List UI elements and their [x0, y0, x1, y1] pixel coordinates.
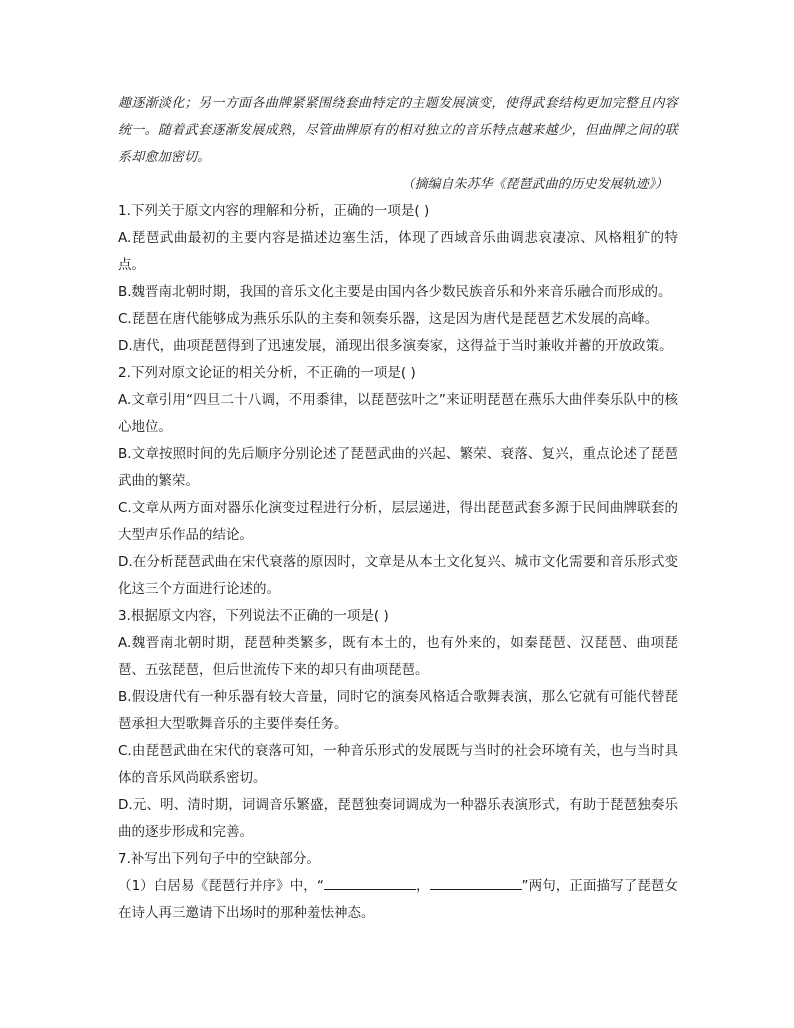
fill-in-item-1 [118, 873, 678, 927]
fill-in-prefix: （1）白居易《琵琶行并序》中，“ [118, 878, 324, 894]
fill-in-comma: ， [415, 878, 430, 894]
question-3 [118, 603, 678, 846]
option-b: B.魏晋南北朝时期，我国的音乐文化主要是由国内各少数民族音乐和外来音乐融合而形成的。 [118, 284, 672, 300]
question-7 [118, 846, 678, 927]
option-b: B.文章按照时间的先后顺序分别论述了琵琶武曲的兴起、繁荣、衰落、复兴，重点论述了琵琶武曲的繁荣。 [118, 446, 678, 489]
question-2 [118, 360, 678, 603]
option-d: D.唐代，曲项琵琶得到了迅速发展，涌现出很多演奏家，这得益于当时兼收并蓄的开放政策。 [118, 338, 673, 354]
option-c: C.由琵琶武曲在宋代的衰落可知，一种音乐形式的发展既与当时的社会环境有关，也与当时具体的音乐风尚联系密切。 [118, 743, 678, 786]
option-a: A.文章引用“四旦二十八调，不用黍律，以琵琶弦叶之”来证明琵琶在燕乐大曲伴奏乐队中的核心地位。 [118, 392, 678, 435]
question-stem: 3.根据原文内容，下列说法不正确的一项是( ) [118, 608, 389, 624]
answer-blank-2[interactable] [430, 875, 522, 890]
document-content [118, 90, 678, 927]
question-stem: 2.下列对原文论证的相关分析，不正确的一项是( ) [118, 365, 416, 381]
fill-in-suffix: ”两句，正面描写了琵琶女在诗人再三邀请下出场时的那种羞怯神态。 [118, 878, 678, 921]
citation: （摘编自朱苏华《琵琶武曲的历史发展轨迹》） [401, 177, 668, 192]
option-a: A.魏晋南北朝时期，琵琶种类繁多，既有本土的，也有外来的，如秦琵琶、汉琵琶、曲项琵琶、五弦琵琶，但后世流传下来的却只有曲项琵琶。 [118, 635, 678, 678]
question-stem: 7.补写出下列句子中的空缺部分。 [118, 851, 320, 867]
intro-paragraph: 趣逐渐淡化；另一方面各曲牌紧紧围绕套曲特定的主题发展演变，使得武套结构更加完整且内容统一。随着武套逐渐发展成熟，尽管曲牌原有的相对独立的音乐特点越来越少，但曲牌之间的联系却愈加密切。 [118, 96, 678, 165]
option-c: C.琵琶在唐代能够成为燕乐乐队的主奏和领奏乐器，这是因为唐代是琵琶艺术发展的高峰。 [118, 311, 659, 327]
option-d: D.在分析琵琶武曲在宋代衰落的原因时，文章是从本土文化复兴、城市文化需要和音乐形式变化这三个方面进行论述的。 [118, 554, 678, 597]
option-b: B.假设唐代有一种乐器有较大音量，同时它的演奏风格适合歌舞表演，那么它就有可能代替琵琶承担大型歌舞音乐的主要伴奏任务。 [118, 689, 678, 732]
option-c: C.文章从两方面对器乐化演变过程进行分析，层层递进，得出琵琶武套多源于民间曲牌联套的大型声乐作品的结论。 [118, 500, 678, 543]
option-a: A.琵琶武曲最初的主要内容是描述边塞生活，体现了西域音乐曲调悲哀凄凉、风格粗犷的特点。 [118, 230, 678, 273]
option-d: D.元、明、清时期，词调音乐繁盛，琵琶独奏词调成为一种器乐表演形式，有助于琵琶独奏乐曲的逐步形成和完善。 [118, 797, 678, 840]
answer-blank-1[interactable] [324, 875, 416, 890]
question-1 [118, 198, 678, 360]
question-stem: 1.下列关于原文内容的理解和分析，正确的一项是( ) [118, 203, 430, 219]
